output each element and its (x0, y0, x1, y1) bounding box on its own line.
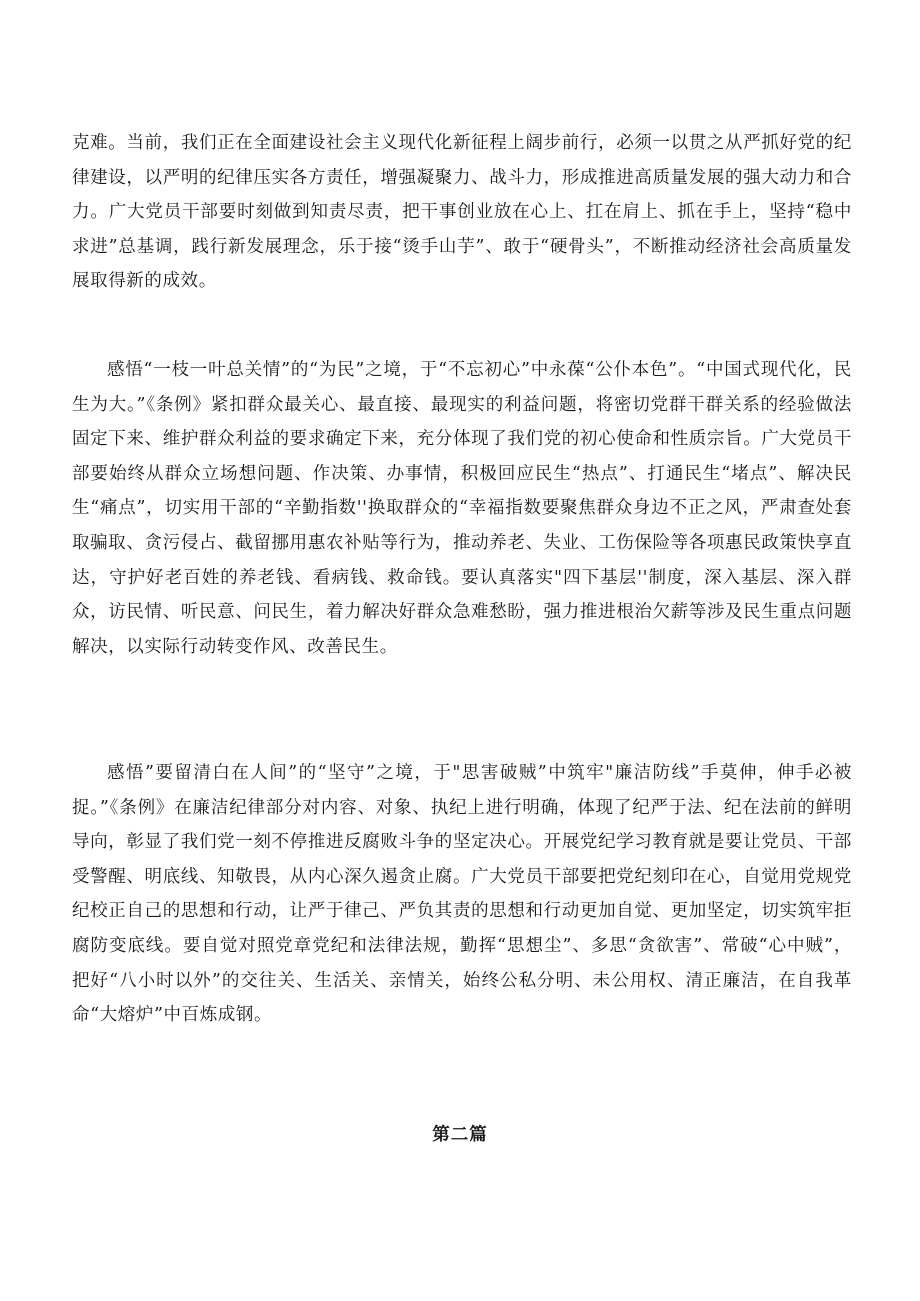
paragraph-3: 感悟”要留清白在人间”的“坚守”之境，于"思害破贼”中筑牢"廉洁防线”手莫伸，伸手必被捉。”《条例》在廉洁纪律部分对内容、对象、执纪上进行明确，体现了纪严于法、纪在法前的鲜明导向，彰显了我们党一刻不停推进反腐败斗争的坚定决心。开展党纪学习教育就是要让党员、干部受警醒、明底线、知敬畏，从内心深久遏贪止腐。广大党员干部要把党纪刻印在心，自觉用党规党纪校正自己的思想和行动，让严于律己、严负其责的思想和行动更加自觉、更加坚定，切实筑牢拒腐防变底线。要自觉对照党章党纪和法律法规，勤挥“思想尘”、多思“贪欲害”、常破“心中贼”，把好“八小时以外”的交往关、生活关、亲情关，始终公私分明、未公用权、清正廉洁，在自我革命“大熔炉”中百炼成钢。 (72, 763, 852, 1026)
paragraph-2: 感悟“一枝一叶总关情”的“为民”之境，于“不忘初心”中永葆“公仆本色”。“中国式现代化，民生为大。”《条例》紧扣群众最关心、最直接、最现实的利益问题，将密切党群干群关系的经验做法固定下来、维护群众利益的要求确定下来，充分体现了我们党的初心使命和性质宗旨。广大党员干部要始终从群众立场想问题、作决策、办事情，积极回应民生“热点”、打通民生“堵点”、解决民生“痛点”，切实用干部的“辛勤指数''换取群众的“幸福指数要聚焦群众身边不正之风，严肃查处套取骗取、贪污侵占、截留挪用惠农补贴等行为，推动养老、失业、工伤保险等各项惠民政策快享直达，守护好老百姓的养老钱、看病钱、救命钱。要认真落实"四下基层''制度，深入基层、深入群众，访民情、听民意、问民生，着力解决好群众急难愁盼，强力推进根治欠薪等涉及民生重点问题解决，以实际行动转变作风、改善民生。 (72, 360, 852, 657)
section-heading: 第二篇 (432, 1125, 488, 1145)
paragraph-1: 克难。当前，我们正在全面建设社会主义现代化新征程上阔步前行，必须一以贯之从严抓好党的纪律建设，以严明的纪律压实各方责任，增强凝聚力、战斗力，形成推进高质量发展的强大动力和合力。广大党员干部要时刻做到知责尽责，把干事创业放在心上、扛在肩上、抓在手上，坚持“稳中求进”总基调，践行新发展理念，乐于接“烫手山芋”、敢于“硬骨头”，不断推动经济社会高质量发展取得新的成效。 (72, 133, 852, 292)
